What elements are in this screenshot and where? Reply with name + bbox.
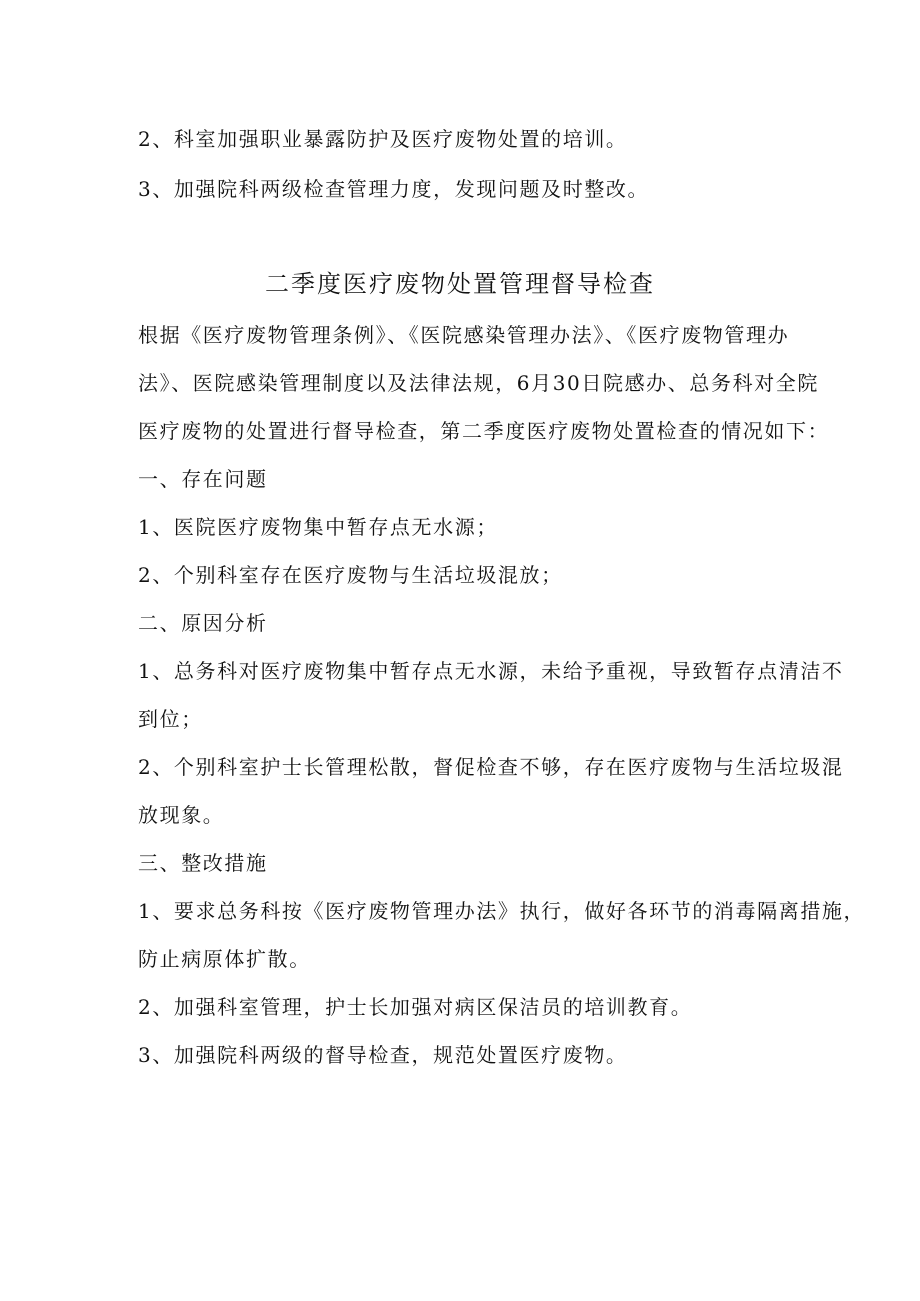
section-heading-causes: 二、原因分析 xyxy=(138,611,268,635)
measure-item-2: 2、加强科室管理，护士长加强对病区保洁员的培训教育。 xyxy=(138,995,693,1019)
cause-item-1-line-1: 1、总务科对医疗废物集中暂存点无水源，未给予重视，导致暂存点清洁不 xyxy=(138,659,844,683)
previous-item-2: 2、科室加强职业暴露防护及医疗废物处置的培训。 xyxy=(138,127,628,151)
intro-line-3: 医疗废物的处置进行督导检查，第二季度医疗废物处置检查的情况如下： xyxy=(138,419,830,443)
document-title: 二季度医疗废物处置管理督导检查 xyxy=(265,270,655,298)
measure-item-3: 3、加强院科两级的督导检查，规范处置医疗废物。 xyxy=(138,1043,628,1067)
cause-item-2-line-2: 放现象。 xyxy=(138,803,225,827)
intro-line-1: 根据《医疗废物管理条例》、《医院感染管理办法》、《医疗废物管理办 xyxy=(138,323,790,347)
problem-item-1: 1、医院医疗废物集中暂存点无水源； xyxy=(138,515,498,539)
problem-item-2: 2、个别科室存在医疗废物与生活垃圾混放； xyxy=(138,563,563,587)
section-heading-measures: 三、整改措施 xyxy=(138,851,268,875)
section-heading-problems: 一、存在问题 xyxy=(138,467,268,491)
cause-item-2-line-1: 2、个别科室护士长管理松散，督促检查不够，存在医疗废物与生活垃圾混 xyxy=(138,755,844,779)
cause-item-1-line-2: 到位； xyxy=(138,707,203,731)
measure-item-1-line-1: 1、要求总务科按《医疗废物管理办法》执行，做好各环节的消毒隔离措施， xyxy=(138,899,866,923)
previous-item-3: 3、加强院科两级检查管理力度，发现问题及时整改。 xyxy=(138,177,650,201)
intro-line-2: 法》、医院感染管理制度以及法律法规，6月30日院感办、总务科对全院 xyxy=(138,371,819,395)
measure-item-1-line-2: 防止病原体扩散。 xyxy=(138,947,311,971)
